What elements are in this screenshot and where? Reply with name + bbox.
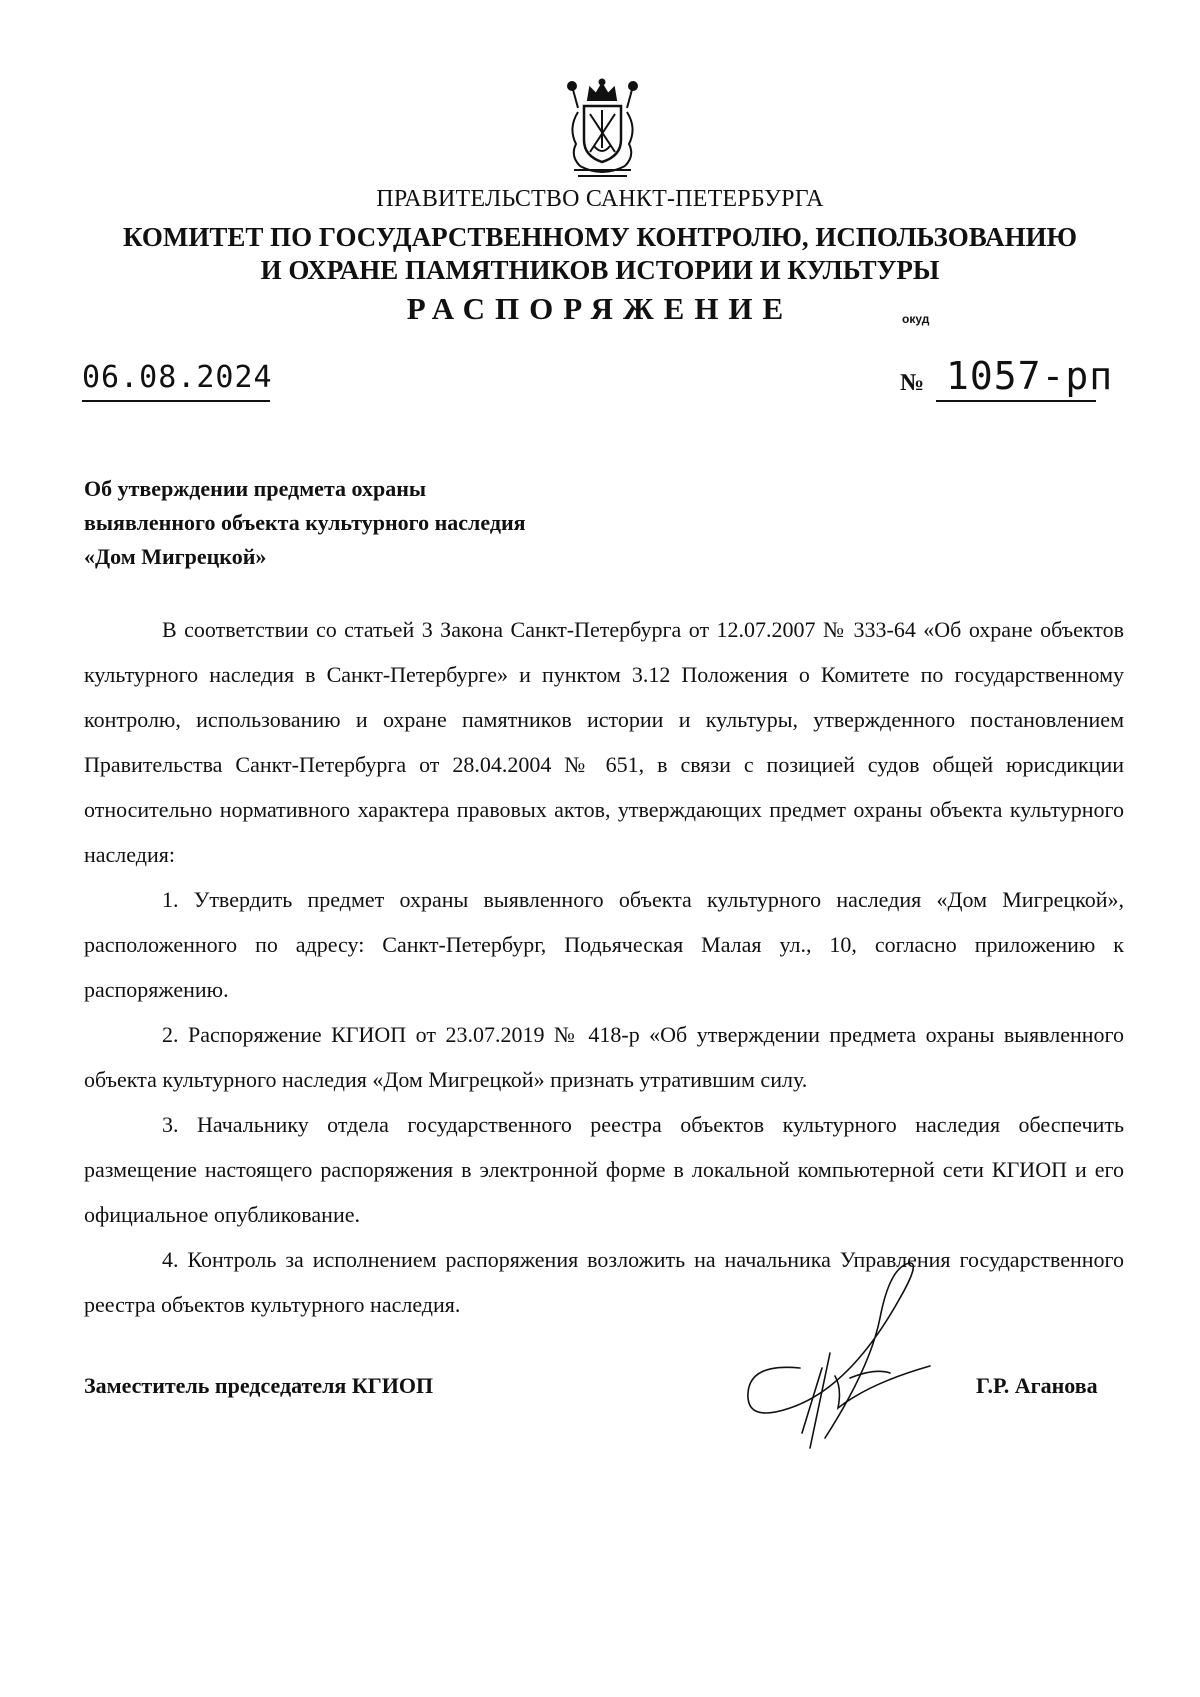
signer-title: Заместитель председателя КГИОП — [84, 1373, 434, 1398]
number-prefix: № — [900, 370, 925, 396]
date-underline — [82, 400, 270, 402]
coat-of-arms-icon — [560, 78, 645, 184]
document-body — [84, 607, 1124, 1327]
subject-line-2: выявленного объекта культурного наследия — [84, 510, 526, 535]
body-item-2: 2. Распоряжение КГИОП от 23.07.2019 № 418-р «Об утверждении предмета охраны выявленного объекта культурного наследия «Дом Мигрецкой» признать утратившим силу. — [84, 1022, 1124, 1092]
document-date: 06.08.2024 — [82, 360, 273, 395]
document-type: РАСПОРЯЖЕНИЕ — [406, 291, 794, 326]
subject-line-3: «Дом Мигрецкой» — [84, 544, 267, 569]
body-item-4: 4. Контроль за исполнением распоряжения возложить на начальника Управления государственного реестра объектов культурного наследия. — [84, 1247, 1124, 1317]
committee-name-line2: И ОХРАНЕ ПАМЯТНИКОВ ИСТОРИИ И КУЛЬТУРЫ — [260, 255, 940, 285]
body-item-1: 1. Утвердить предмет охраны выявленного объекта культурного наследия «Дом Мигрецкой», расположенного по адресу: Санкт-Петербург, Подьяческая Малая ул., 10, согласно приложению к распоряжению. — [84, 887, 1124, 1002]
okud-label: окуд — [902, 312, 930, 326]
number-underline — [936, 400, 1096, 402]
committee-name-line1: КОМИТЕТ ПО ГОСУДАРСТВЕННОМУ КОНТРОЛЮ, ИСПОЛЬЗОВАНИЮ — [123, 222, 1077, 252]
government-name: ПРАВИТЕЛЬСТВО САНКТ-ПЕТЕРБУРГА — [376, 186, 824, 212]
signer-name: Г.Р. Аганова — [976, 1373, 1098, 1398]
body-preamble: В соответствии со статьей 3 Закона Санкт-Петербурга от 12.07.2007 № 333-64 «Об охране объектов культурного наследия в Санкт-Петербурге» и пунктом 3.12 Положения о Комитете по государственному контролю, использованию и охране памятников истории и культуры, утвержденного постановлением Правительства Санкт-Петербурга от 28.04.2004 № 651, в связи с позицией судов общей юрисдикции относительно нормативного характера правовых актов, утверждающих предмет охраны объекта культурного наследия: — [84, 617, 1124, 867]
subject-line-1: Об утверждении предмета охраны — [84, 476, 427, 501]
document-subject — [84, 472, 526, 574]
handwritten-signature — [730, 1258, 950, 1458]
body-item-3: 3. Начальнику отдела государственного реестра объектов культурного наследия обеспечить размещение настоящего распоряжения в электронной форме в локальной компьютерной сети КГИОП и его официальное опубликование. — [84, 1112, 1124, 1227]
document-number: 1057-рп — [946, 354, 1114, 398]
